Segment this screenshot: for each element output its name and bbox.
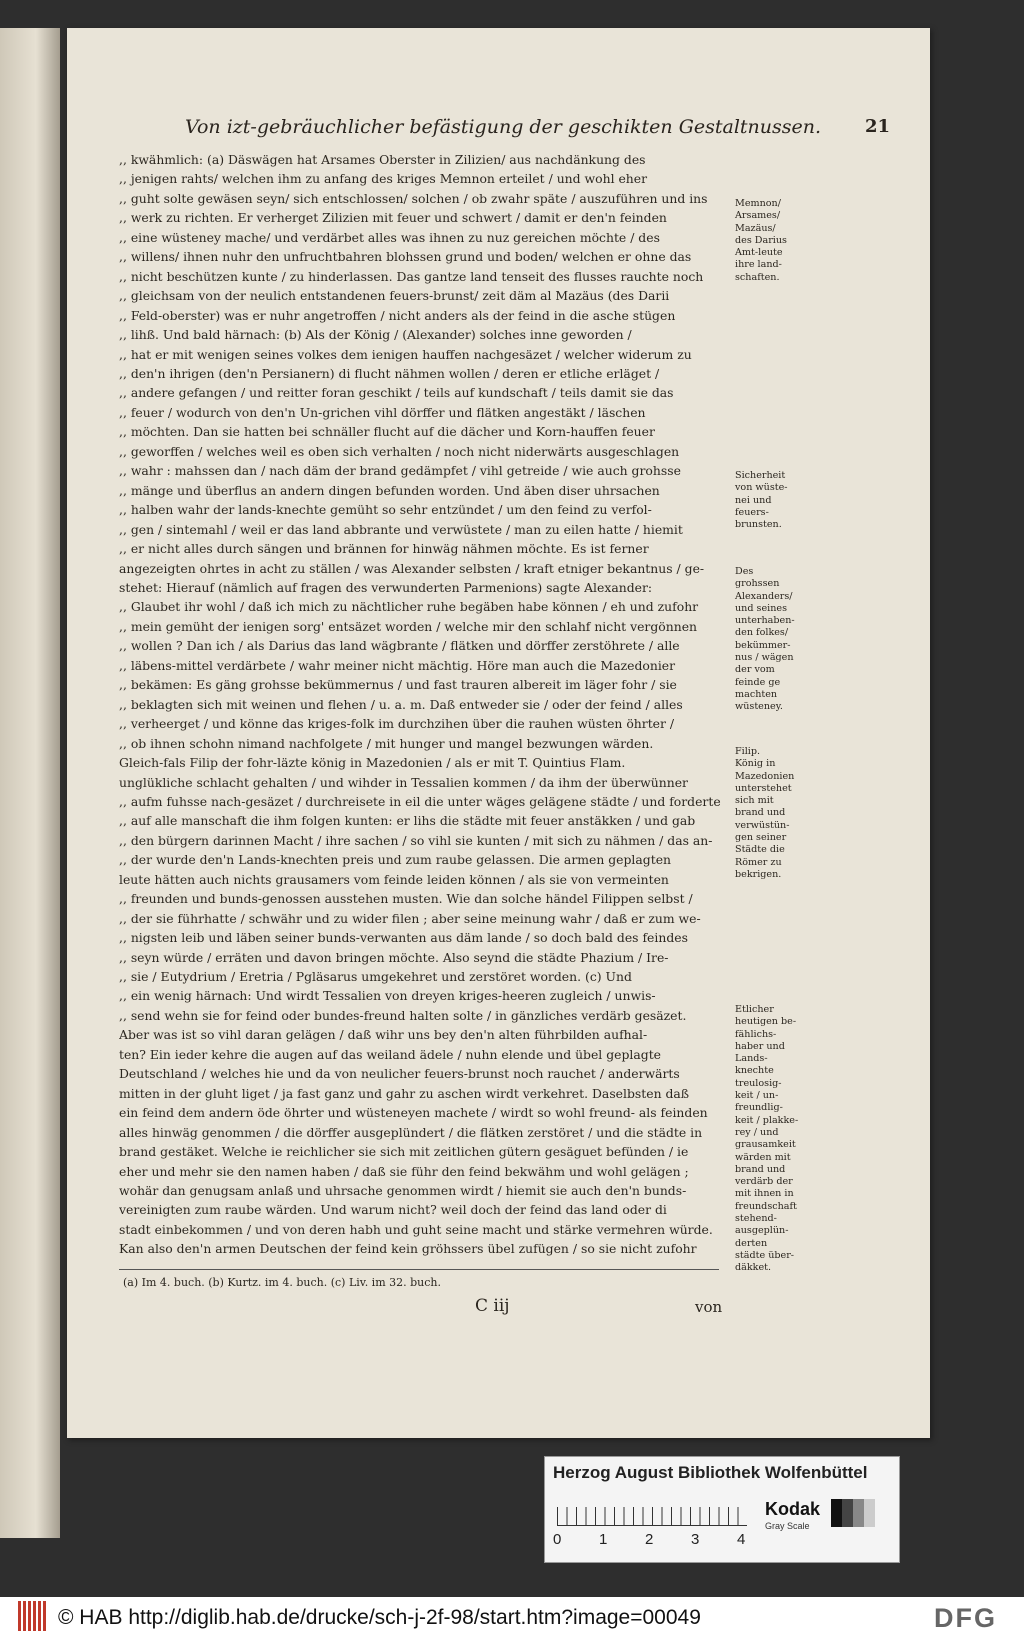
text-line: ,, den bürgern darinnen Macht / ihre sachen / so vihl sie kunten / mit sich zu nähmen / das an- [119,832,713,848]
ruler-label: 4 [737,1531,746,1548]
page-number: 21 [864,116,890,137]
text-line: ,, sie / Eutydrium / Eretria / Pgläsarus umgekehret und zerstöret worden. (c) Und [119,969,632,985]
color-target [544,1456,900,1563]
text-line: ,, gleichsam von der neulich entstandenen feuers-brunst/ zeit däm al Mazäus (des Darii [119,288,670,304]
text-line: ,, ein wenig härnach: Und wirdt Tessalien von dreyen kriges-heeren zugleich / unwis- [119,988,656,1004]
text-line: wohär dan genugsam anlaß und uhrsache genommen wirdt / hiemit sie auch den'n bunds- [119,1183,687,1199]
copyright-link[interactable]: © HAB http://diglib.hab.de/drucke/sch-j-2f-98/start.htm?image=00049 [58,1606,701,1629]
text-line: ein feind dem andern öde öhrter und wüsteneyen machete / wirdt so wohl freund- als feinden [119,1105,708,1121]
text-line: ,, andere gefangen / und reitter foran geschikt / teils auf kundschaft / teils damit sie das [119,385,674,401]
text-line: ,, hat er mit wenigen seines volkes dem ienigen hauffen nachgesäzet / welcher widerum zu [119,346,692,362]
text-line: vereinigten zum raube wärden. Und warum nicht? weil doch der feind das land oder di [119,1202,667,1218]
text-line: ,, möchten. Dan sie hatten bei schnäller flucht auf die dächer und Korn-hauffen feuer [119,424,655,440]
text-line: ,, wahr : mahssen dan / nach däm der brand gedämpfet / vihl getreide / wie auch grohsse [119,463,681,479]
text-line: ,, send wehn sie for feind oder bundes-freund halten solte / in gänzliches verdärb gesäzet. [119,1007,687,1023]
marginal-note: Des grohssen Alexanders/ und seines unterhaben- den folkes/ bekümmer- nus / wägen der vom feinde ge machten wüsteney. [735,566,795,713]
book-page [67,28,930,1438]
text-line: ,, bekämen: Es gäng grohsse bekümmernus / und fast trauren albereit im läger fohr / sie [119,677,677,693]
text-line: ,, der wurde den'n Lands-knechten preis und zum raube gelassen. Die armen geplagten [119,852,672,868]
text-line: ,, aufm fuhsse nach-gesäzet / durchreisete in eil die unter wäges gelägene städte / und forderte [119,793,721,809]
text-line: stehet: Hierauf (nämlich auf fragen des verwunderten Parmenions) sagte Alexander: [119,579,653,595]
scale-ruler [557,1495,747,1526]
text-line: ,, mein gemüht der ienigen sorg' entsäzet worden / welche mir den schlahf nicht vergönnen [119,618,698,634]
text-line: ,, eine wüsteney mache/ und verdärbet alles was ihnen zu nuz gereichen möchte / des [119,229,660,245]
text-line: brand gestäket. Welche ie reichlicher sie sich mit zeitlichen gütern gesäguet befünden / ie [119,1144,689,1160]
ruler-label: 3 [691,1531,700,1548]
signature-mark: C iij [475,1296,510,1316]
text-line: ,, Feld-oberster) was er nuhr angetroffen / nicht anders als der feind in die asche stügen [119,307,676,323]
text-line: ,, er nicht alles durch sängen und brännen for hinwäg nähmen möchte. Es ist ferner [119,541,649,557]
catchword: von [695,1298,723,1316]
text-line: leute hätten auch nichts grausamers vom feinde leiden können / als sie von vermeinten [119,871,669,887]
text-line: ,, läbens-mittel verdärbete / wahr meiner nicht mächtig. Höre man auch die Mazedonier [119,657,676,673]
text-line: stadt einbekommen / und von deren habh und guht seine macht und stärke vermehren würde. [119,1221,713,1237]
text-line: ten? Ein ieder kehre die augen auf das weiland ädele / nuhn elende und übel geplagte [119,1046,661,1062]
main-text [119,150,724,1259]
library-name: Herzog August Bibliothek Wolfenbüttel [553,1463,868,1482]
text-line: mitten in der gluht liget / ja fast ganz und gahr zu aschen wirdt verkehret. Daselbsten daß [119,1085,690,1101]
text-line: alles hinwäg genommen / die dörffer ausgeplündert / die flätken zerstöret / und die städte in [119,1124,703,1140]
marginal-note: Filip. König in Mazedonien unterstehet sich mit brand und verwüstün- gen seiner Städte die Römer zu bekrigen. [735,746,795,880]
marginal-note: Sicherheit von wüste- nei und feuers- brunsten. [735,470,788,531]
footnotes: (a) Im 4. buch. (b) Kurtz. im 4. buch. (c) Liv. im 32. buch. [123,1276,441,1289]
text-line: angezeigten ohrtes in acht zu ställen / was Alexander selbsten / kraft etniger bekantnus / ge- [119,560,705,576]
text-line: ,, feuer / wodurch von den'n Un-grichen vihl dörffer und flätken angestäkt / läschen [119,404,646,420]
text-line: ,, auf alle manschaft die ihm folgen kunten: er lihs die städte mit feuer anstäkken / und gab [119,813,696,829]
text-line: eher und mehr sie den namen haben / daß sie führ den feind bekwähm und wohl gelägen ; [119,1163,689,1179]
footnote-rule [119,1269,719,1270]
text-line: unglükliche schlacht gehalten / und wihder in Tessalien kommen / da ihm der überwünner [119,774,688,790]
text-line: ,, guht solte gewäsen seyn/ sich entschlossen/ solchen / ob zwahr späte / auszuführen und ins [119,190,708,206]
text-line: ,, werk zu richten. Er verherget Zilizien mit feuer und schwert / damit er den'n feinden [119,210,667,226]
ruler-label: 1 [599,1531,608,1548]
text-line: ,, ob ihnen schohn nimand nachfolgete / mit hunger und mangel bezwungen wärden. [119,735,654,751]
text-line: ,, gen / sintemahl / weil er das land abbrante und verwüstete / man zu eilen hatte / hiemit [119,521,683,537]
text-line: ,, seyn würde / erräten und davon bringen möchte. Also seynd die städte Phazium / Ire- [119,949,669,965]
text-line: ,, willens/ ihnen nuhr den unfruchtbahren blohssen grund und boden/ welchen er ohne das [119,249,692,265]
text-line: Deutschland / welches hie und da von neulicher feuers-brunst noch rauchet / anderwärts [119,1066,680,1082]
page-title: Von izt-gebräuchlicher befästigung der geschikten Gestaltnussen. [185,116,822,138]
text-line: ,, der sie führhatte / schwähr und zu wider filen ; aber seine meinung wahr / daß er zum we- [119,910,701,926]
text-line: ,, wollen ? Dan ich / als Darius das land wägbrante / flätken und dörffer zerstöhrete / alle [119,638,680,654]
ruler-label: 0 [553,1531,562,1548]
ruler-label: 2 [645,1531,654,1548]
marginal-note: Etlicher heutigen be- fählichs- haber und Lands- knechte treulosig- keit / un- freundlig- keit / plakke- rey / und grausamkeit wärden mit brand und verdärb der mit ihnen in freundschaft stehend- ausgeplün- derten städte über- däkket. [735,1004,799,1274]
text-line: ,, beklagten sich mit weinen und flehen / u. a. m. Daß entweder sie / oder der feind / alles [119,696,683,712]
text-line: ,, halben wahr der lands-knechte gemüht so sehr entzündet / um den feind zu verfol- [119,502,652,518]
dfg-logo: DFG [934,1603,997,1633]
text-line: Gleich-fals Filip der fohr-läzte könig in Mazedonien / als er mit T. Quintius Flam. [119,755,626,771]
text-line: Aber was ist so vihl daran gelägen / daß wihr uns bey den'n alten führbilden aufhal- [119,1027,648,1043]
text-line: ,, nicht beschützen kunte / zu hinderlassen. Das gantze land tenseit des flusses rauchte noch [119,268,704,284]
left-page-edge [0,28,60,1538]
marginal-note: Memnon/ Arsames/ Mazäus/ des Darius Amt-leute ihre land- schaften. [735,198,787,283]
text-line: ,, jenigen rahts/ welchen ihm zu anfang des kriges Memnon erteilet / und wohl eher [119,171,648,187]
text-line: ,, kwähmlich: (a) Däswägen hat Arsames Oberster in Zilizien/ aus nachdänkung des [119,152,646,167]
text-line: ,, den'n ihrigen (den'n Persianern) di flucht nähmen wollen / deren er etliche erläget / [119,365,660,381]
gray-scale-label: Gray Scale [765,1521,810,1531]
text-line: ,, geworffen / welches weil es oben sich verhalten / noch nicht niderwärts ausgeschlagen [119,443,680,459]
text-line: ,, freunden und bunds-genossen ausstehen musten. Wie dan solche händel Filippen selbst / [119,891,693,907]
text-line: ,, mänge und überflus an andern dingen befunden worden. Und äben diser uhrsachen [119,482,660,498]
text-line: ,, verheerget / und könne das kriges-folk im durchzihen über die rauhen wüsten öhrter / [119,716,675,732]
hab-logo-icon [18,1601,48,1631]
gray-swatches [831,1499,875,1527]
text-line: ,, lihß. Und bald härnach: (b) Als der König / (Alexander) solches inne geworden / [119,327,632,343]
text-line: ,, nigsten leib und läben seiner bunds-verwanten aus däm lande / so doch bald des feindes [119,930,688,946]
text-line: Kan also den'n armen Deutschen der feind kein gröhssers übel zufügen / so sie nicht zufohr [119,1241,697,1257]
kodak-logo: Kodak [765,1499,821,1519]
text-line: ,, Glaubet ihr wohl / daß ich mich zu nächtlicher ruhe begäben habe können / eh und zufohr [119,599,699,615]
